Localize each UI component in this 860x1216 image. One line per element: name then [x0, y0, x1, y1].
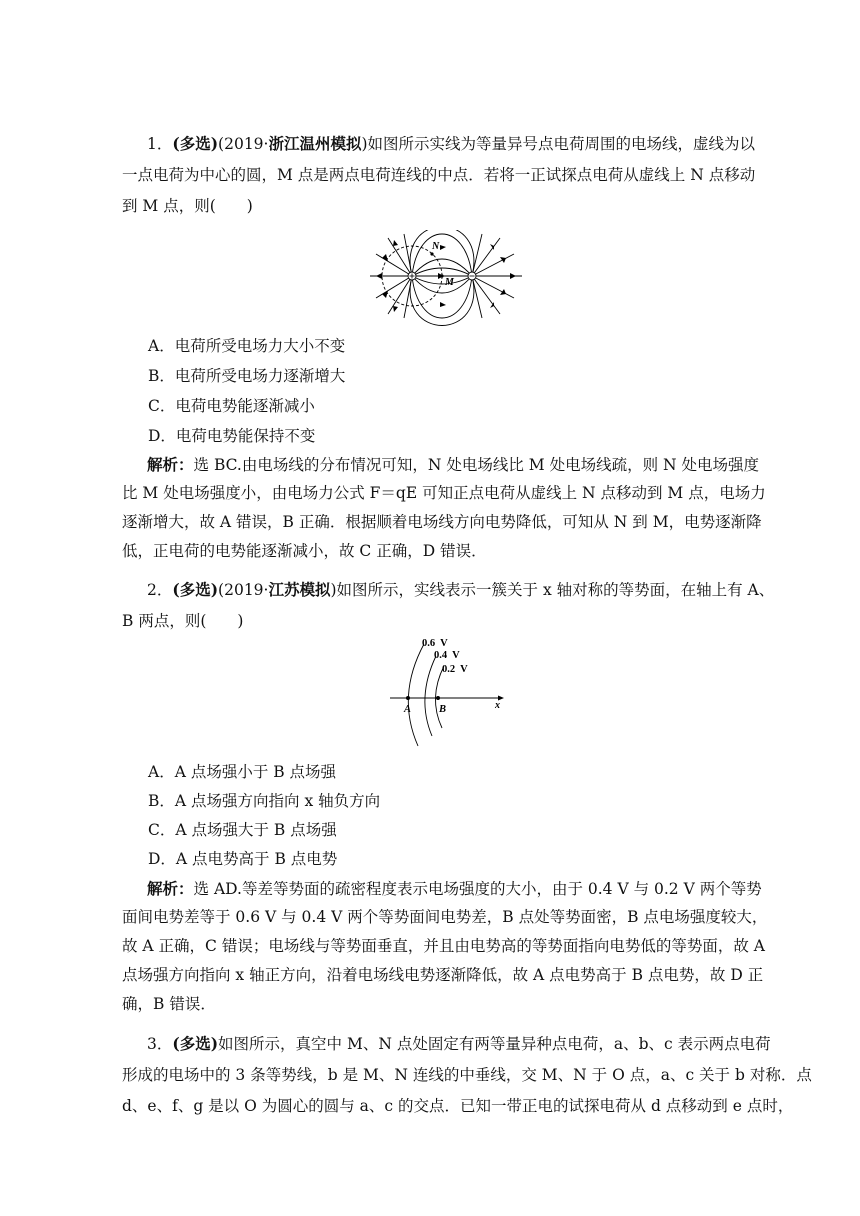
label-02v: 0.2 V — [442, 664, 468, 675]
label-n: N — [432, 241, 440, 252]
q1-option-c: C．电荷电势能逐渐减小 — [148, 397, 315, 415]
q1-option-d: D．电荷电势能保持不变 — [148, 427, 316, 445]
point-n — [430, 252, 433, 255]
q2-option-d: D．A 点电势高于 B 点电势 — [148, 850, 338, 868]
label-b: B — [439, 704, 447, 715]
equipotential-06 — [408, 644, 424, 746]
point-a — [406, 696, 410, 700]
solution-label: 解析： — [147, 879, 194, 898]
question-1-field-figure — [366, 230, 526, 326]
question-1-stem — [122, 128, 756, 223]
q2-option-c: C．A 点场强大于 B 点场强 — [148, 821, 337, 839]
equipotential-04 — [425, 656, 436, 736]
label-x: x — [495, 700, 500, 711]
question-1-line-1: 1．(多选)(2019·浙江温州模拟)如图所示实线为等量异号点电荷周围的电场线，虚线为以 — [147, 134, 756, 153]
question-1-line-2: 一点电荷为中心的圆，M 点是两点电荷连线的中点．若将一正试探点电荷从虚线上 N 点移动 — [122, 165, 756, 184]
solution-label: 解析： — [147, 455, 194, 474]
label-04v: 0.4 V — [434, 650, 460, 661]
question-2-solution: 解析：选 AD.等差等势面的疏密程度表示电场强度的大小，由于 0.4 V 与 0.2 V 两个等势 面间电势差等于 0.6 V 与 0.4 V 两个等势面间电势差，B 点处等势面密，B 点电场强度较大， 故 A 正确，C 错误；电场线与等势面垂直，并且由电势高的等势面指向电势低的等势面，故 A 点场强方向指向 x 轴正方向，沿着电场线电势逐渐降低，故 A 点电势高于 B 点电势，故 D 正 确，B 错误． — [122, 879, 768, 1013]
point-m — [440, 274, 443, 277]
q1-option-b: B．电荷所受电场力逐渐增大 — [148, 367, 346, 385]
question-3-stem: 3．(多选)如图所示，真空中 M、N 点处固定有两等量异种点电荷，a、b、c 表示两点电荷 形成的电场中的 3 条等势线，b 是 M、N 连线的中垂线，交 M、N 于 O 点，a、c 关于 b 对称．点 d、e、f、g 是以 O 为圆心的圆与 a、c 的交点．已知一带正电的试探电荷从 d 点移动到 e 点时， — [122, 1034, 812, 1115]
question-1-solution: 解析：选 BC.由电场线的分布情况可知，N 处电场线比 M 处电场线疏，则 N 处电场强度 比 M 处电场强度小，由电场力公式 F＝qE 可知正点电荷从虚线上 N 点移动到 M 点，电场力 逐渐增大，故 A 错误，B 正确．根据顺着电场线方向电势降低，可知从 N 到 M，电势逐渐降 低，正电荷的电势能逐渐减小，故 C 正确，D 错误． — [122, 455, 766, 560]
point-b — [436, 696, 440, 700]
question-2-equipotential-figure — [388, 632, 512, 750]
label-a: A — [404, 704, 412, 715]
label-m: M — [445, 277, 454, 288]
question-1-line-3: 到 M 点，则( ) — [122, 197, 253, 215]
question-2-stem: 2．(多选)(2019·江苏模拟)如图所示，实线表示一簇关于 x 轴对称的等势面，在轴上有 A、 B 两点，则( ) — [122, 580, 775, 630]
q2-option-b: B．A 点场强方向指向 x 轴负方向 — [148, 792, 381, 810]
label-06v: 0.6 V — [422, 638, 448, 649]
q2-option-a: A．A 点场强小于 B 点场强 — [148, 763, 337, 781]
q1-option-a: A．电荷所受电场力大小不变 — [148, 337, 346, 355]
